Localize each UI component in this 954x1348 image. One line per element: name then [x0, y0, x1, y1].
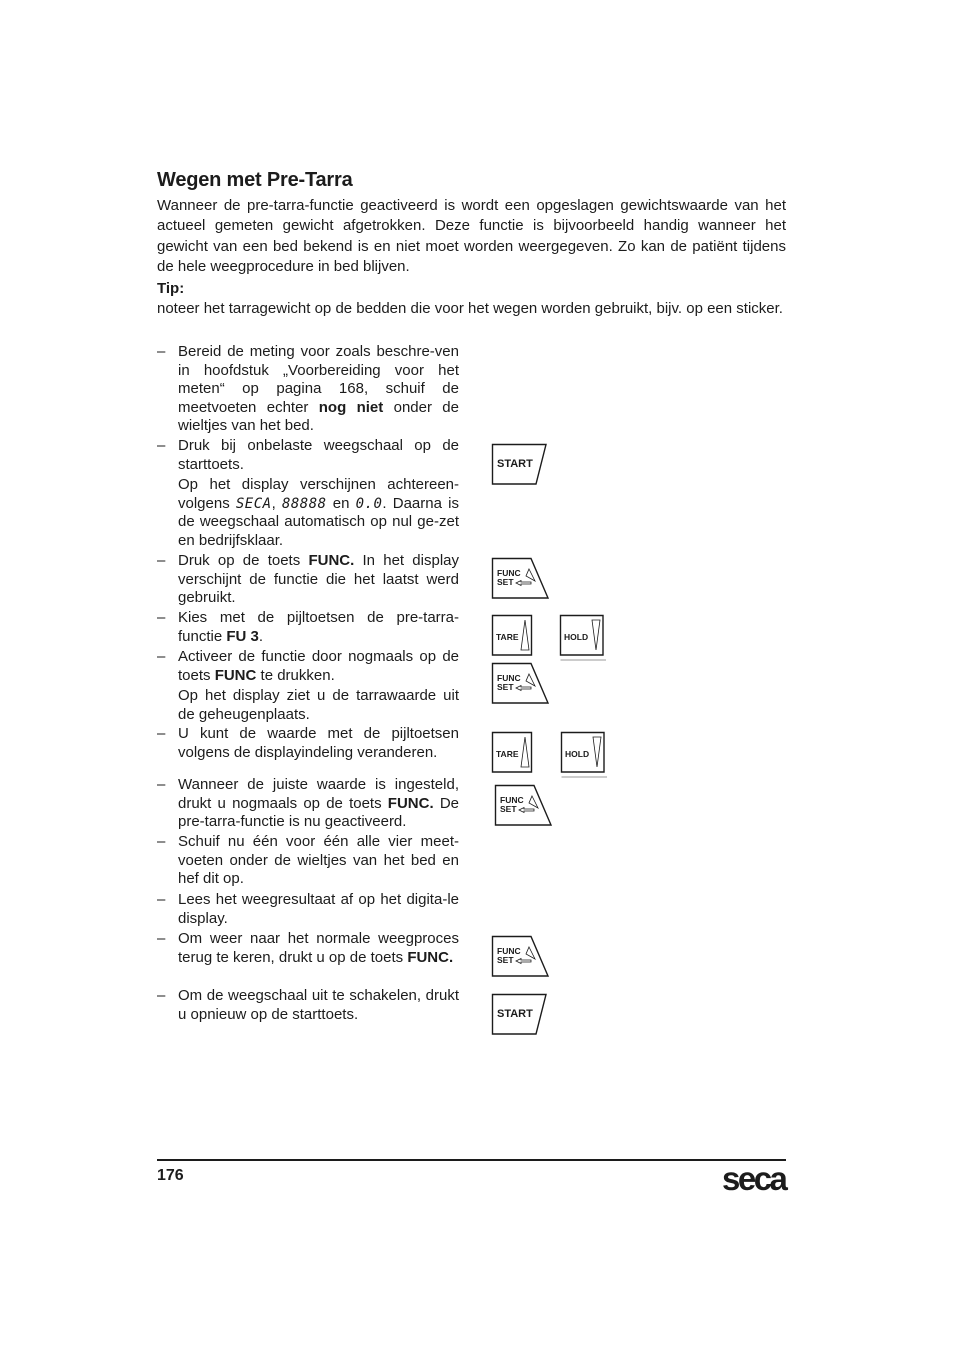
list-dash: –	[157, 725, 166, 742]
list-item	[157, 725, 459, 762]
list-dash: –	[157, 833, 166, 850]
list-item	[157, 437, 459, 551]
page-number: 176	[157, 1167, 184, 1184]
tare-key-icon	[491, 614, 539, 658]
list-dash: –	[157, 437, 166, 454]
step-text: Activeer de functie door nogmaals op de toets FUNC te drukken.	[178, 648, 459, 684]
lcd-seca: SECA	[235, 495, 272, 512]
step-text: Schuif nu één voor één alle vier meet-voeten onder de wieltjes van het bed en hef dit op.	[178, 833, 459, 888]
step-text: Om de weegschaal uit te schakelen, drukt u opnieuw op de starttoets.	[178, 987, 459, 1023]
list-item	[157, 609, 459, 646]
step-subtext: Op het display ziet u de tarrawaarde uit de geheugenplaats.	[178, 687, 459, 723]
list-dash: –	[157, 552, 166, 569]
list-dash: –	[157, 987, 166, 1004]
step-text: Druk op de toets FUNC. In het display verschijnt de functie die het laatst werd gebruikt.	[178, 552, 459, 607]
step-text: U kunt de waarde met de pijltoetsen volgens de displayindeling veranderen.	[178, 725, 459, 761]
footer-rule	[157, 1159, 786, 1161]
tare-key-label: TARE	[496, 632, 519, 642]
step-text: Lees het weegresultaat af op het digita-le display.	[178, 891, 459, 927]
func-set-key-icon	[491, 662, 551, 706]
list-item	[157, 776, 459, 832]
tare-key-icon	[491, 731, 539, 775]
step-text: Bereid de meting voor zoals beschre-ven in hoofdstuk „Voorbereiding voor het meten“ op pagina 168, schuif de meetvoeten echter nog niet onder de wieltjes van het bed.	[178, 343, 459, 435]
seca-logo: seca	[722, 1160, 786, 1197]
step-subtext: Op het display verschijnen achtereen-volgens SECA, 88888 en 0.0. Daarna is de weegschaal automatisch op nul ge-zet en bedrijfsklaar.	[178, 476, 459, 549]
list-dash: –	[157, 776, 166, 793]
tip-label: Tip:	[157, 280, 185, 297]
list-item	[157, 833, 459, 889]
tip-text: noteer het tarragewicht op de bedden die voor het wegen worden gebruikt, bijv. op een sticker.	[157, 300, 783, 317]
func-set-key-icon	[491, 557, 551, 601]
func-key-label: FUNC	[497, 673, 521, 683]
list-item	[157, 552, 459, 608]
list-item	[157, 891, 459, 928]
func-key-label: FUNC	[497, 946, 521, 956]
intro-paragraph: Wanneer de pre-tarra-functie geactiveerd is wordt een opgeslagen gewichtswaarde van het actueel gemeten gewicht afgetrokken. Deze functie is bijvoorbeeld handig wanneer het gewicht van een bed bekend is en niet moet worden weergegeven. Zo kan de patiënt tijdens de hele weegprocedure in bed blijven.	[157, 197, 786, 275]
hold-key-icon	[560, 731, 612, 781]
step-text: Om weer naar het normale weegproces terug te keren, drukt u op de toets FUNC.	[178, 930, 459, 966]
list-dash: –	[157, 343, 166, 360]
func-key-label: FUNC	[500, 795, 524, 805]
start-key-label: START	[497, 1008, 533, 1020]
step-text: Wanneer de juiste waarde is ingesteld, drukt u nogmaals op de toets FUNC. De pre-tarra-functie is nu geactiveerd.	[178, 776, 459, 831]
list-dash: –	[157, 891, 166, 908]
section-title: Wegen met Pre-Tarra	[157, 169, 353, 191]
func-set-key-icon	[491, 935, 551, 979]
lcd-88888: 88888	[281, 495, 327, 512]
set-key-label: SET	[497, 955, 514, 965]
start-key-icon	[491, 443, 549, 487]
hold-key-label: HOLD	[565, 749, 590, 759]
list-item	[157, 987, 459, 1024]
list-dash: –	[157, 930, 166, 947]
func-set-key-icon	[494, 784, 554, 828]
lcd-zero: 0.0	[355, 495, 383, 512]
step-text: Druk bij onbelaste weegschaal op de starttoets.	[178, 437, 459, 473]
tare-key-label: TARE	[496, 749, 519, 759]
list-item	[157, 648, 459, 724]
set-key-label: SET	[497, 577, 514, 587]
list-dash: –	[157, 648, 166, 665]
list-item	[157, 930, 459, 967]
start-key-label: START	[497, 458, 533, 470]
set-key-label: SET	[497, 682, 514, 692]
hold-key-icon	[559, 614, 611, 664]
set-key-label: SET	[500, 804, 517, 814]
hold-key-label: HOLD	[564, 632, 589, 642]
func-key-label: FUNC	[497, 568, 521, 578]
start-key-icon	[491, 993, 549, 1037]
list-dash: –	[157, 609, 166, 626]
list-item	[157, 343, 459, 436]
step-text: Kies met de pijltoetsen de pre-tarra-functie FU 3.	[178, 609, 459, 645]
